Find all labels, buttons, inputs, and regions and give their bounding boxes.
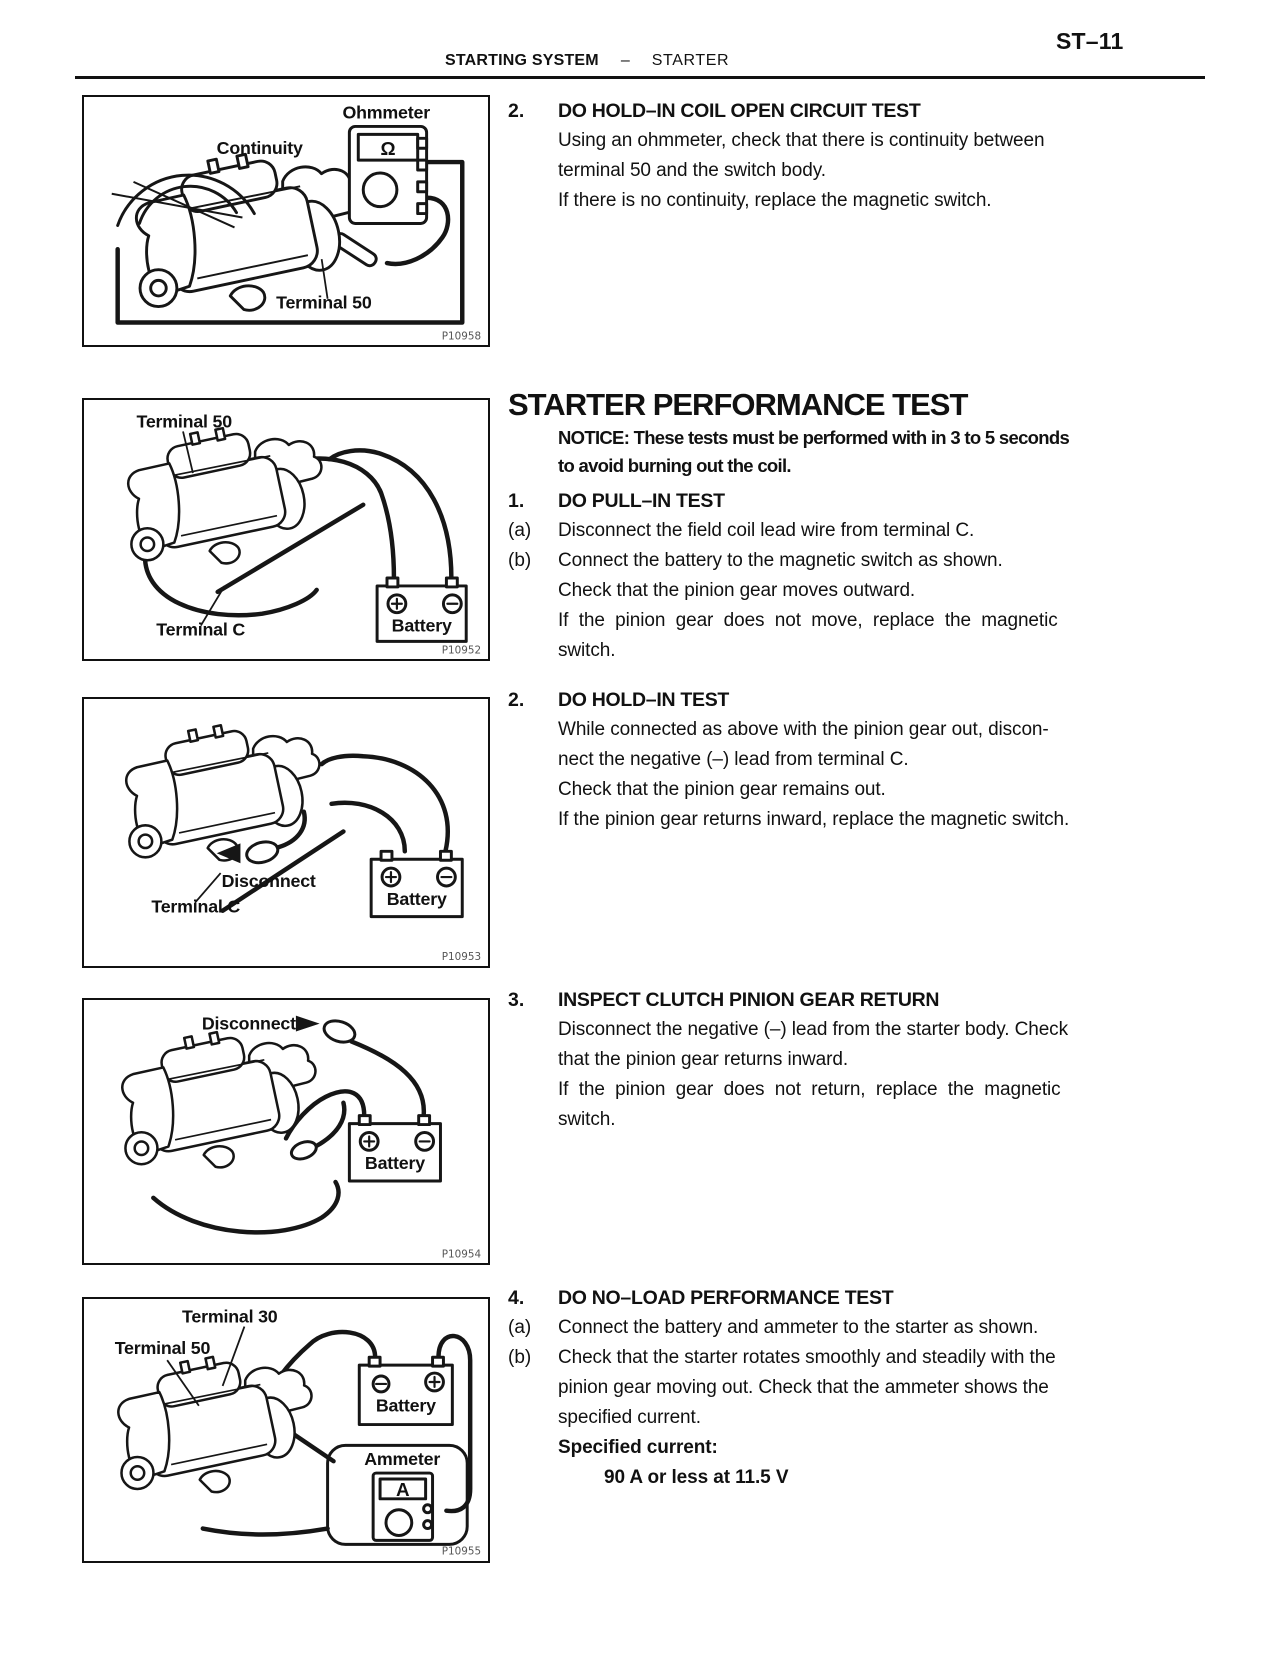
label-terminal-c: Terminal C	[156, 619, 246, 640]
label-battery: Battery	[391, 615, 452, 636]
section-heading	[508, 486, 1148, 516]
notice-block	[558, 424, 1148, 480]
figure-hold-in-test	[82, 697, 490, 968]
text-line: If there is no continuity, replace the magnetic switch.	[558, 190, 992, 211]
label-continuity: Continuity	[216, 138, 303, 159]
disconnected-lead	[244, 839, 280, 866]
text-line: terminal 50 and the switch body.	[558, 160, 826, 181]
text-line: Check that the starter rotates smoothly and steadily with the	[558, 1347, 1056, 1368]
label-battery: Battery	[364, 1153, 425, 1174]
section-no-load-performance-test	[508, 1283, 1148, 1493]
disconnected-lead	[321, 1017, 357, 1046]
section-heading	[508, 985, 1148, 1015]
figure-code: P10954	[441, 1248, 482, 1261]
section-body	[558, 126, 1148, 216]
text-line: Connect the battery to the magnetic switch as shown.	[558, 550, 1003, 571]
label-ohmmeter: Ohmmeter	[342, 102, 430, 123]
figure-code: P10952	[441, 644, 482, 657]
text-line: If the pinion gear returns inward, replace the magnetic switch.	[558, 809, 1070, 830]
section-pinion-gear-return	[508, 985, 1148, 1135]
text-line: switch.	[558, 1109, 616, 1130]
text-line: Disconnect the negative (–) lead from the starter body. Check	[558, 1019, 1068, 1040]
header-rule	[75, 76, 1205, 79]
section-title: DO HOLD–IN TEST	[558, 689, 730, 711]
figure1-drawing	[84, 97, 488, 345]
breadcrumb	[445, 52, 729, 70]
label-disconnect: Disconnect	[221, 870, 316, 891]
label-battery: Battery	[386, 888, 447, 909]
text-line: nect the negative (–) lead from terminal C.	[558, 749, 909, 770]
figure4-drawing	[84, 1000, 488, 1263]
label-terminal-30: Terminal 30	[182, 1306, 278, 1327]
figure5-drawing	[84, 1299, 488, 1561]
spec-value: 90 A or less at 11.5 V	[604, 1467, 789, 1488]
figure-code: P10953	[441, 951, 482, 964]
section-body	[558, 576, 1148, 666]
ampere-symbol: A	[396, 1478, 410, 1500]
step-marker: (b)	[508, 550, 532, 571]
section-number: 1.	[508, 490, 525, 512]
step-item	[508, 516, 1148, 546]
breadcrumb-system: STARTING SYSTEM	[445, 52, 599, 69]
section-title: DO PULL–IN TEST	[558, 490, 725, 512]
disconnect-arrow-icon	[296, 1016, 320, 1032]
battery-drawing	[377, 578, 466, 641]
figure-hold-in-coil-open-circuit-test	[82, 95, 490, 347]
section-body	[558, 1373, 1148, 1493]
label-terminal-50: Terminal 50	[114, 1338, 211, 1359]
figure-pinion-gear-return	[82, 998, 490, 1265]
label-battery: Battery	[375, 1395, 436, 1416]
text-line: that the pinion gear returns inward.	[558, 1049, 849, 1070]
step-marker: (a)	[508, 520, 532, 541]
section-starter-performance-test	[508, 386, 1148, 666]
section-hold-in-test	[508, 685, 1148, 835]
text-line: specified current.	[558, 1407, 701, 1428]
section-body	[558, 715, 1148, 835]
section-title: INSPECT CLUTCH PINION GEAR RETURN	[558, 989, 940, 1011]
step-item	[508, 1343, 1148, 1373]
ohmmeter-drawing	[349, 126, 426, 223]
section-heading	[508, 1283, 1148, 1313]
spec-label: Specified current:	[558, 1437, 718, 1458]
figure-code: P10958	[441, 330, 482, 343]
label-disconnect: Disconnect	[201, 1013, 296, 1034]
lower-lead	[289, 1138, 319, 1162]
section-number: 4.	[508, 1287, 525, 1309]
figure-code: P10955	[441, 1545, 482, 1558]
label-terminal-50: Terminal 50	[276, 292, 372, 313]
text-line: If the pinion gear does not return, replace the magnetic	[558, 1079, 1061, 1100]
ammeter-drawing	[373, 1473, 432, 1540]
breadcrumb-separator: –	[620, 52, 630, 69]
section-hold-in-coil-test	[508, 96, 1148, 216]
notice-line: to avoid burning out the coil.	[558, 455, 791, 476]
figure-no-load-performance-test	[82, 1297, 490, 1563]
breadcrumb-component: STARTER	[651, 52, 730, 69]
section-heading	[508, 685, 1148, 715]
section-number: 3.	[508, 989, 525, 1011]
chapter-title: STARTER PERFORMANCE TEST	[508, 387, 968, 422]
section-heading	[508, 96, 1148, 126]
text-line: Check that the pinion gear remains out.	[558, 779, 886, 800]
battery-drawing	[371, 851, 462, 916]
section-number: 2.	[508, 689, 525, 711]
ohm-symbol: Ω	[380, 138, 396, 160]
text-line: switch.	[558, 640, 616, 661]
text-line: pinion gear moving out. Check that the ammeter shows the	[558, 1377, 1049, 1398]
label-terminal-50: Terminal 50	[136, 411, 232, 432]
notice-line: NOTICE: These tests must be performed with in 3 to 5 seconds	[558, 427, 1070, 448]
text-line: Check that the pinion gear moves outward.	[558, 580, 916, 601]
section-title: DO NO–LOAD PERFORMANCE TEST	[558, 1287, 894, 1309]
step-item	[508, 1313, 1148, 1343]
figure-pull-in-test	[82, 398, 490, 661]
text-line: Connect the battery and ammeter to the starter as shown.	[558, 1317, 1039, 1338]
step-marker: (b)	[508, 1347, 532, 1368]
text-line: If the pinion gear does not move, replace the magnetic	[558, 610, 1058, 631]
battery-drawing	[349, 1116, 440, 1181]
section-title: DO HOLD–IN COIL OPEN CIRCUIT TEST	[558, 100, 921, 122]
step-item	[508, 546, 1148, 576]
battery-drawing	[359, 1357, 452, 1424]
text-line: Disconnect the field coil lead wire from terminal C.	[558, 520, 975, 541]
figure2-drawing	[84, 400, 488, 659]
step-marker: (a)	[508, 1317, 532, 1338]
section-body	[558, 1015, 1148, 1135]
page-code: ST–11	[1056, 28, 1124, 54]
figure3-drawing	[84, 699, 488, 966]
section-number: 2.	[508, 100, 525, 122]
text-line: While connected as above with the pinion gear out, discon-	[558, 719, 1049, 740]
label-ammeter: Ammeter	[364, 1449, 441, 1470]
label-terminal-c: Terminal C	[151, 896, 241, 917]
text-line: Using an ohmmeter, check that there is continuity between	[558, 130, 1045, 151]
